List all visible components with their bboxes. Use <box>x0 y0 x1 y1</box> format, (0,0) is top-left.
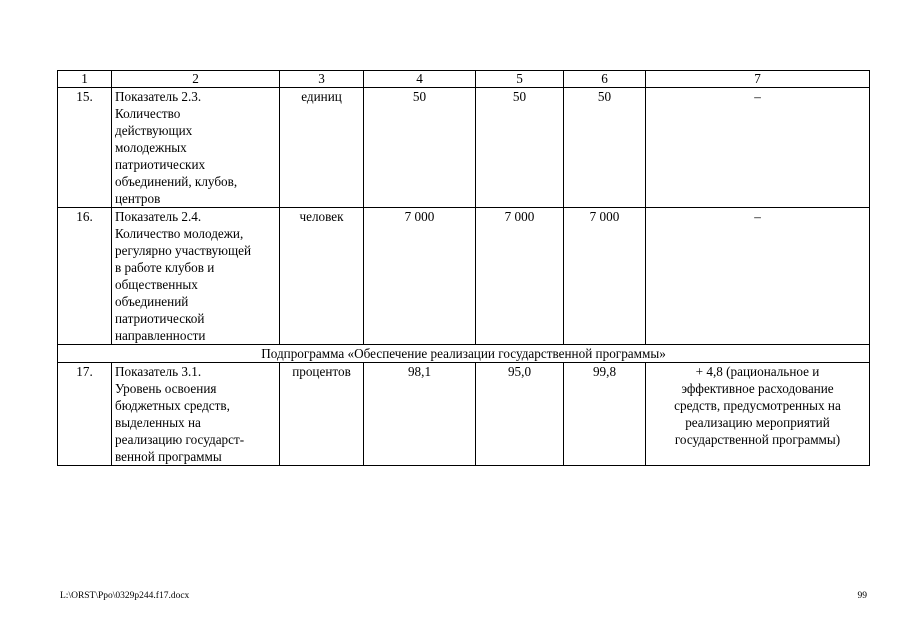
row-number: 16. <box>58 208 112 345</box>
note-cell: – <box>646 208 870 345</box>
row-number: 17. <box>58 363 112 466</box>
row-number: 15. <box>58 88 112 208</box>
column-header: 6 <box>564 71 646 88</box>
value-cell: 50 <box>364 88 476 208</box>
column-header: 3 <box>280 71 364 88</box>
indicators-table <box>57 70 870 466</box>
unit-cell: процентов <box>280 363 364 466</box>
value-cell: 98,1 <box>364 363 476 466</box>
column-header: 5 <box>476 71 564 88</box>
column-header: 7 <box>646 71 870 88</box>
section-title: Подпрограмма «Обеспечение реализации государственной программы» <box>58 345 870 363</box>
unit-cell: человек <box>280 208 364 345</box>
value-cell: 50 <box>564 88 646 208</box>
section-row <box>58 345 870 363</box>
column-header: 4 <box>364 71 476 88</box>
indicator-name: Показатель 3.1. Уровень освоения бюджетных средств, выделенных на реализацию государст- венной программы <box>112 363 280 466</box>
value-cell: 7 000 <box>476 208 564 345</box>
value-cell: 99,8 <box>564 363 646 466</box>
note-cell: + 4,8 (рациональное и эффективное расходование средств, предусмотренных на реализацию мероприятий государственной программы) <box>646 363 870 466</box>
unit-cell: единиц <box>280 88 364 208</box>
page-number: 99 <box>857 591 867 601</box>
column-header: 2 <box>112 71 280 88</box>
column-header: 1 <box>58 71 112 88</box>
file-path: L:\ORST\Ppo\0329p244.f17.docx <box>60 591 190 601</box>
table-row <box>58 88 870 208</box>
value-cell: 7 000 <box>564 208 646 345</box>
value-cell: 50 <box>476 88 564 208</box>
table-row <box>58 208 870 345</box>
value-cell: 7 000 <box>364 208 476 345</box>
column-number-row <box>58 71 870 88</box>
value-cell: 95,0 <box>476 363 564 466</box>
indicator-name: Показатель 2.4. Количество молодежи, регулярно участвующей в работе клубов и общественных объединений патриотической направленности <box>112 208 280 345</box>
table-row <box>58 363 870 466</box>
note-cell: – <box>646 88 870 208</box>
indicator-name: Показатель 2.3. Количество действующих молодежных патриотических объединений, клубов, центров <box>112 88 280 208</box>
